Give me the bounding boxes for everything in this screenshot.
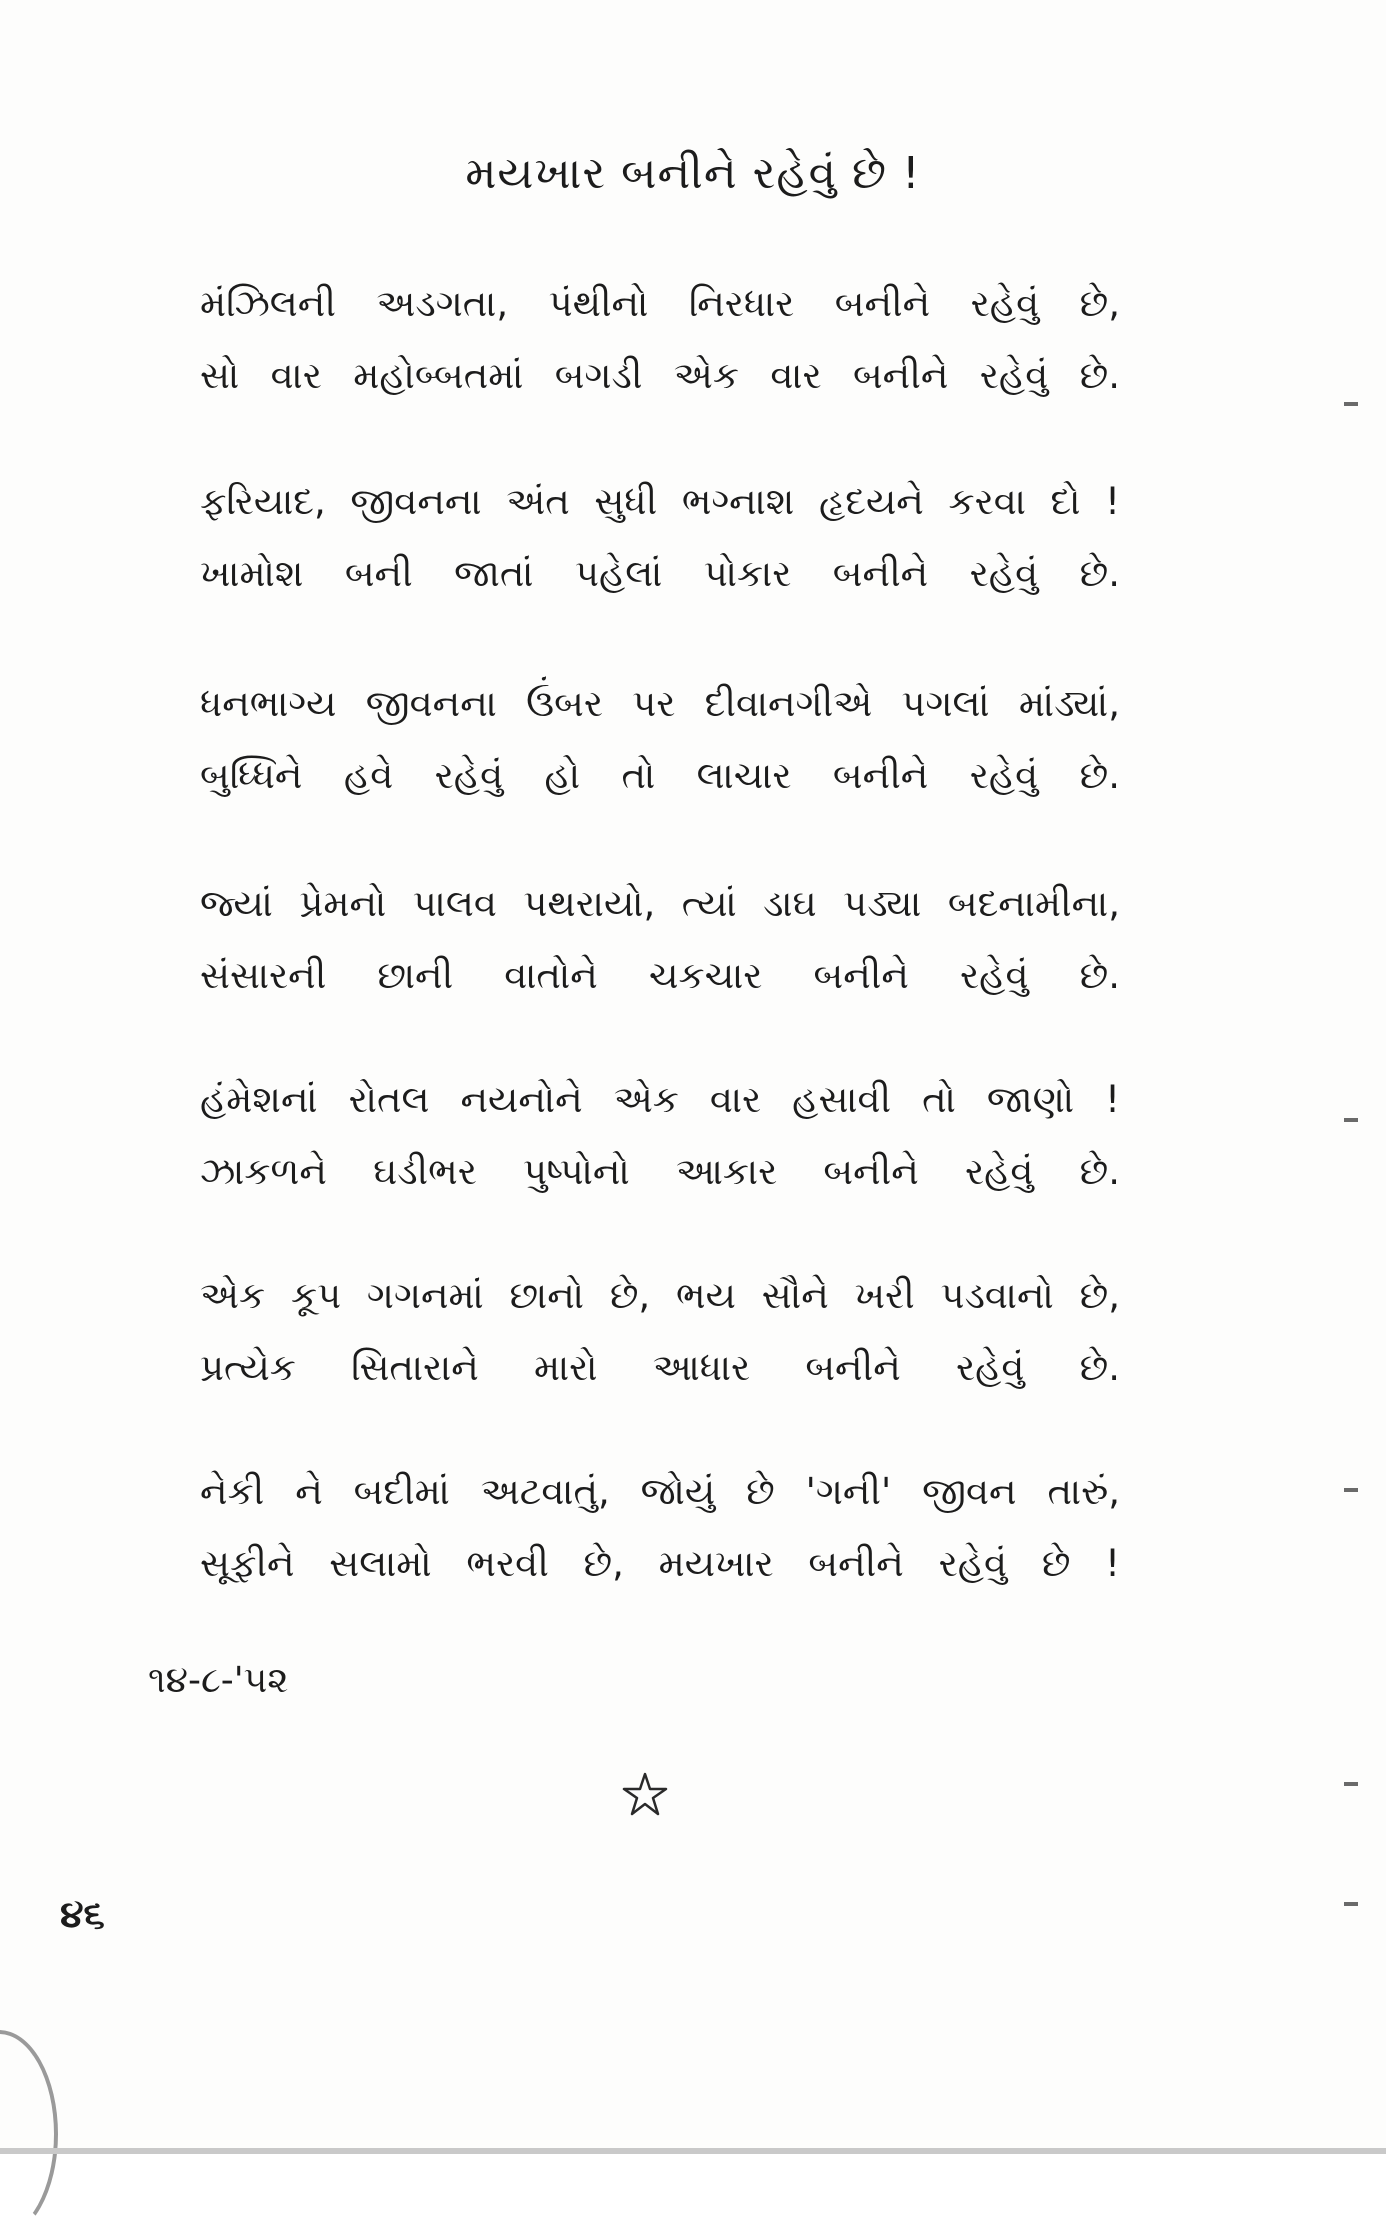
stanza-line: સૂફીને સલામો ભરવી છે, મયખાર બનીને રહેવું છે ! [200, 1542, 1120, 1585]
composition-date: ૧૪-૮-'૫૨ [148, 1660, 289, 1701]
stanza-4 [200, 868, 1120, 1012]
stanza-7 [200, 1456, 1120, 1600]
stanza-line: જ્યાં પ્રેમનો પાલવ પથરાયો, ત્યાં ડાઘ પડ્યા બદનામીના, [200, 882, 1120, 925]
stanza-line: સંસારની છાની વાતોને ચકચાર બનીને રહેવું છે. [200, 954, 1120, 997]
stanza-line: ફરિયાદ, જીવનના અંત સુધી ભગ્નાશ હૃદયને કરવા દો ! [200, 480, 1120, 523]
stanza-line: નેકી ને બદીમાં અટવાતું, જોયું છે 'ગની' જીવન તારું, [200, 1470, 1120, 1513]
stanza-6 [200, 1260, 1120, 1404]
stanza-1 [200, 268, 1120, 412]
edge-speck [1344, 402, 1358, 406]
stanza-line: એક કૂપ ગગનમાં છાનો છે, ભય સૌને ખરી પડવાનો છે, [200, 1274, 1120, 1317]
edge-speck [1344, 1782, 1358, 1786]
stanza-line: મંઝિલની અડગતા, પંથીનો નિરધાર બનીને રહેવું છે, [200, 282, 1120, 325]
edge-speck [1344, 1902, 1358, 1906]
stanza-line: ધનભાગ્ય જીવનના ઉંબર પર દીવાનગીએ પગલાં માંડ્યાં, [200, 682, 1120, 725]
stanza-3 [200, 668, 1120, 812]
stanza-2 [200, 466, 1120, 610]
page-number: ૪૬ [60, 1892, 105, 1936]
edge-speck [1344, 1488, 1358, 1492]
stanza-line: ખામોશ બની જાતાં પહેલાં પોકાર બનીને રહેવું છે. [200, 552, 1120, 595]
page-bottom-edge [0, 2148, 1386, 2154]
page-curl [0, 2030, 58, 2238]
edge-speck [1344, 1118, 1358, 1122]
poem-title: મયખાર બનીને રહેવું છે ! [465, 148, 921, 199]
stanza-line: ઝાકળને ઘડીભર પુષ્પોનો આકાર બનીને રહેવું છે. [200, 1150, 1120, 1193]
stanza-line: હંમેશનાં રોતલ નયનોને એક વાર હસાવી તો જાણો ! [200, 1078, 1120, 1121]
stanza-5 [200, 1064, 1120, 1208]
stanza-line: પ્રત્યેક સિતારાને મારો આધાર બનીને રહેવું છે. [200, 1346, 1120, 1389]
stanza-line: બુધ્ધિને હવે રહેવું હો તો લાચાર બનીને રહેવું છે. [200, 754, 1120, 797]
stanza-line: સો વાર મહોબ્બતમાં બગડી એક વાર બનીને રહેવું છે. [200, 354, 1120, 397]
star-ornament-icon [620, 1770, 670, 1820]
